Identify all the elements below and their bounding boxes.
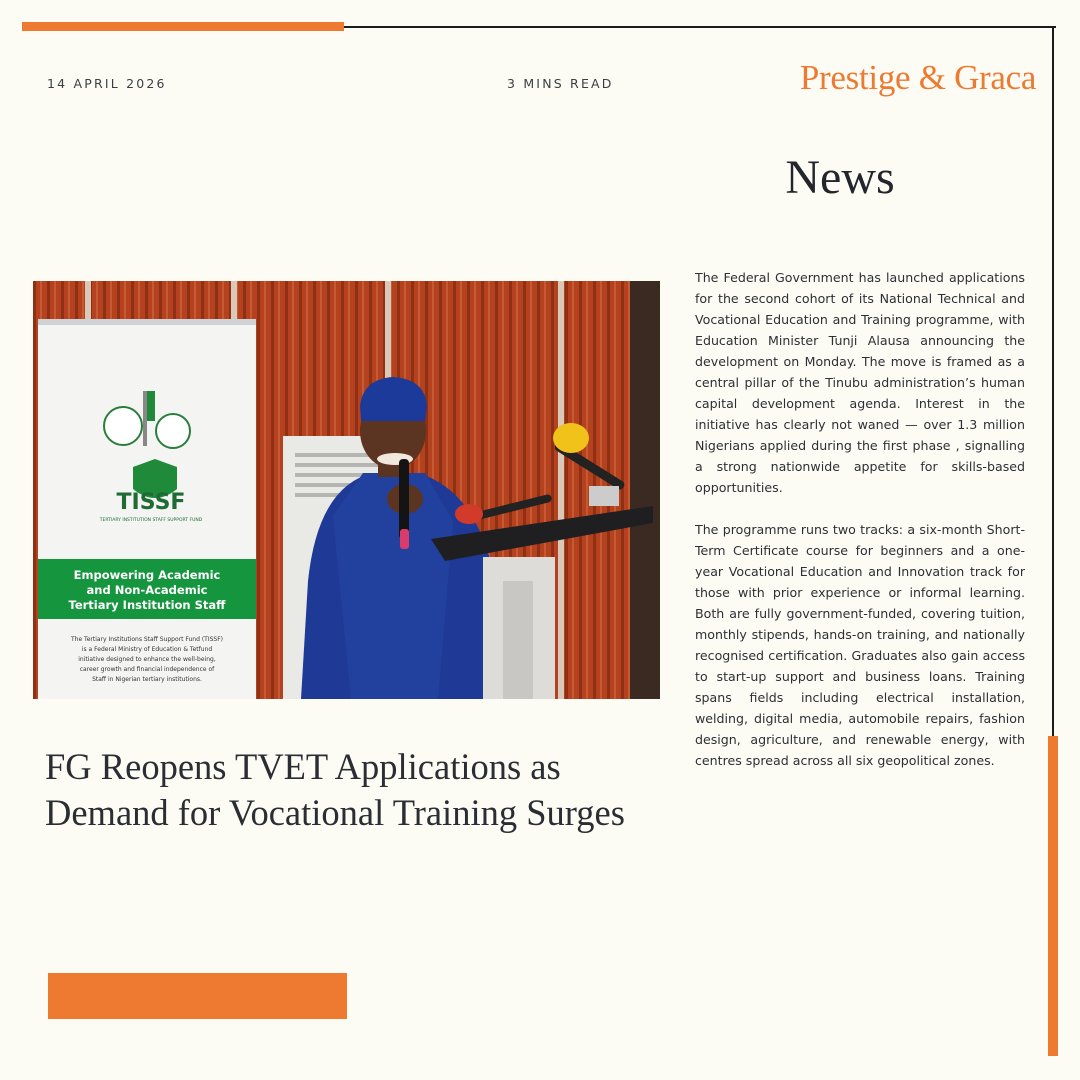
- section-title: News: [785, 151, 895, 204]
- svg-text:initiative designed to enhance: initiative designed to enhance the well-being,: [78, 656, 216, 663]
- top-accent-bar: [22, 22, 344, 31]
- article-paragraph-1: The Federal Government has launched applications for the second cohort of its National Technical and Vocational Education and Training programme, with Education Minister Tunji Alausa announcing the development on Monday. The move is framed as a central pillar of the Tinubu administration’s human capital development agenda. Interest in the initiative has clearly not waned — over 1.3 million Nigerians applied during the first phase , signalling a strong nationwide appetite for skills-based opportunities.: [695, 270, 1025, 495]
- tissf-banner: [38, 319, 256, 699]
- brand-logo: Prestige & Graca: [799, 58, 1037, 97]
- svg-text:career growth and financial in: career growth and financial independence of: [79, 666, 215, 673]
- article-paragraph-2: The programme runs two tracks: a six-month Short-Term Certificate course for beginners and a one-year Vocational Education and Innovation track for those with prior experience or informal learning. Both are fully government-funded, covering tuition, monthly stipends, hands-on training, and nationally recognised certification. Graduates also gain access to start-up support and business loans. Training spans fields including electrical installation, welding, digital media, automobile repairs, fashion design, agriculture, and renewable energy, with centres spread across all six geopolitical zones.: [695, 522, 1025, 768]
- read-time: 3 MINS READ: [507, 76, 614, 91]
- right-accent-bar: [1048, 736, 1058, 1056]
- article-headline: FG Reopens TVET Applications as Demand for Vocational Training Surges: [45, 746, 625, 833]
- svg-text:Staff in Nigerian tertiary ins: Staff in Nigerian tertiary institutions.: [92, 676, 202, 683]
- publish-date: 14 APRIL 2026: [47, 76, 167, 91]
- svg-text:Empowering Academic: Empowering Academic: [73, 568, 221, 582]
- svg-text:The Tertiary Institutions Staf: The Tertiary Institutions Staff Support Fund (TISSF): [70, 636, 224, 643]
- article-photo: [33, 281, 660, 699]
- article-body: [695, 267, 1025, 792]
- top-frame-line: [344, 26, 1056, 28]
- svg-text:TISSF: TISSF: [116, 490, 186, 515]
- press-briefing-image: [33, 281, 660, 699]
- svg-text:is a Federal Ministry of Educa: is a Federal Ministry of Education & Tetfund: [81, 646, 213, 653]
- svg-text:Tertiary Institution Staff: Tertiary Institution Staff: [68, 598, 226, 612]
- svg-text:TERTIARY INSTITUTION STAFF SUP: TERTIARY INSTITUTION STAFF SUPPORT FUND: [99, 518, 203, 523]
- bottom-accent-bar: [48, 973, 347, 1019]
- svg-text:and Non-Academic: and Non-Academic: [86, 583, 208, 597]
